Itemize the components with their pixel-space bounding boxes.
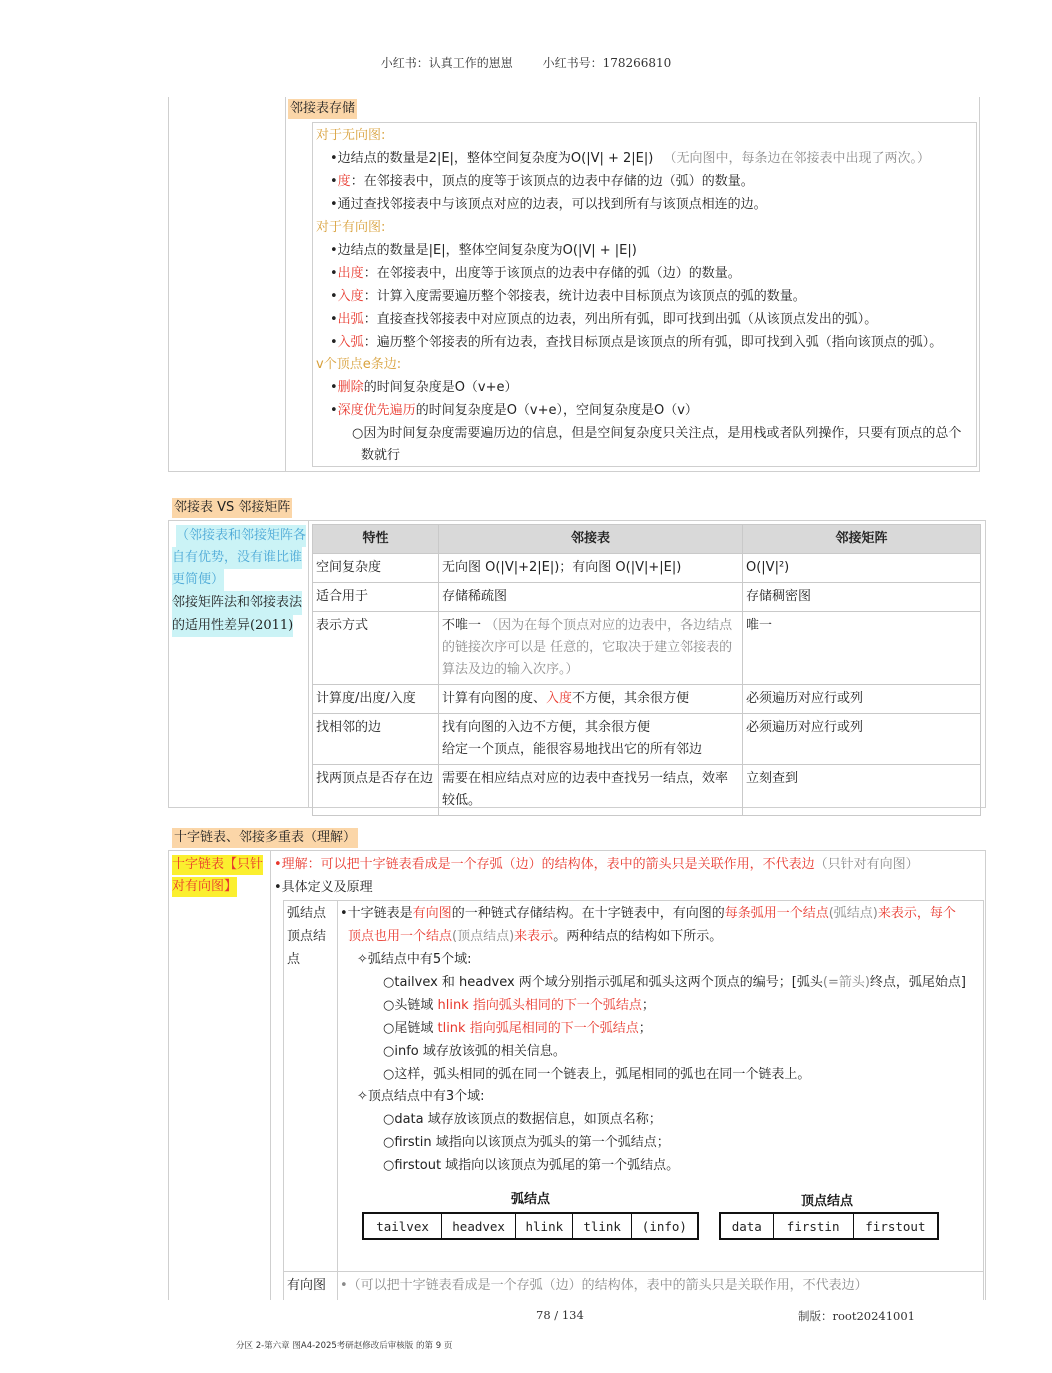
- table-cell-line: 给定一个顶点，能很容易地找出它的所有邻边: [442, 742, 703, 757]
- vertex-item-2: ○firstin 域指向以该顶点为弧头的第一个弧结点；: [383, 1135, 670, 1150]
- table-cell: 空间复杂度: [313, 554, 439, 583]
- table-header-cell: 邻接表: [439, 525, 743, 554]
- p1-note: (弧结点): [828, 906, 878, 921]
- section2-note-line1: （邻接表和邻接矩阵各: [176, 525, 306, 547]
- table-cell: 必须遍历对应行或列: [743, 685, 981, 714]
- table-cell-text: 不方便，其余很方便: [572, 691, 690, 706]
- arc-node-diagram: [362, 1212, 699, 1240]
- ve-item-2-text: 的时间复杂度是O（v+e），空间复杂度是O（v）: [415, 403, 698, 418]
- p2-text: 。两种结点的结构如下所示。: [553, 929, 723, 944]
- undirected-heading: 对于无向图:: [316, 128, 386, 143]
- vertex-field-firstout: firstout: [865, 1218, 926, 1234]
- table-cell: 适合用于: [313, 583, 439, 612]
- cross-list-label-c: 对有向图】: [172, 879, 238, 894]
- table-cell: 表示方式: [313, 612, 439, 685]
- directed-item-2-text: ：在邻接表中，出度等于该顶点的边表中存储的弧（边）的数量。: [363, 266, 741, 281]
- p1-keyword: 有向图: [412, 906, 452, 921]
- inner-label-line2: 顶点结: [287, 929, 327, 944]
- understanding-note: （只针对有向图）: [814, 857, 919, 872]
- cross-list-label-a: 十字链表: [172, 857, 225, 872]
- page-number: 78 / 134: [536, 1308, 584, 1322]
- cross-list-label-line2: [172, 877, 237, 897]
- undirected-item-1-text: •边结点的数量是2|E|，整体空间复杂度为O(|V| + 2|E|): [330, 151, 654, 166]
- arc-field-hlink: hlink: [516, 1214, 573, 1238]
- arc-item-3-keyword: tlink 指向弧尾相同的下一个弧结点: [437, 1021, 639, 1036]
- directed-item-5-text: ：遍历整个邻接表的所有边表，查找目标顶点是该顶点的所有弧，即可找到入弧（指向该顶点的弧）。: [363, 335, 943, 350]
- directed-item-3-text: ：计算入度需要遍历整个邻接表，统计边表中目标顶点为该顶点的弧的数量。: [363, 289, 806, 304]
- table-cell: [439, 612, 743, 685]
- table-row: [313, 685, 981, 714]
- dfs-keyword: 深度优先遍历: [337, 403, 416, 418]
- p1-keyword: 每条弧用一个结点: [724, 906, 829, 921]
- section2-note-line2: 自有优势，没有谁比谁: [172, 547, 302, 569]
- inner-label-line3: 点: [287, 952, 301, 967]
- arc-item-2-keyword: hlink 指向弧头相同的下一个弧结点: [437, 998, 642, 1013]
- arc-item-5: ○这样，弧头相同的弧在同一个链表上，弧尾相同的弧也在同一个链表上。: [383, 1067, 811, 1082]
- table-row: [313, 554, 981, 583]
- table-cell-note: （因为在每个顶点对应的边表中，各边结点的链接次序可以是 任意的，它取决于建立邻接表的算法及边的输入次序。）: [442, 618, 733, 677]
- table-cell: 存储稀疏图: [439, 583, 743, 612]
- p2-keyword: 顶点也用一个结点: [348, 929, 453, 944]
- section3-title: 十字链表、邻接多重表（理解）: [172, 828, 358, 848]
- arc-item-1-note: (=箭头): [822, 975, 870, 990]
- arc-field-headvex: headvex: [442, 1214, 516, 1238]
- arc-heading: ✧弧结点中有5个域:: [357, 952, 472, 967]
- arc-item-4: ○info 域存放该弧的相关信息。: [383, 1044, 566, 1059]
- section2-note-line3: 更简便）: [172, 569, 224, 591]
- table-cell: 需要在相应结点对应的边表中查找另一结点，效率较低。: [439, 765, 743, 816]
- section3-left-divider: [270, 850, 271, 1300]
- directed-item-1: •边结点的数量是|E|，整体空间复杂度为O(|V| + |E|): [330, 243, 637, 258]
- undirected-item-2-text: ：在邻接表中，顶点的度等于该顶点的边表中存储的边（弧）的数量。: [350, 174, 754, 189]
- ve-item-3-line1: ○因为时间复杂度需要遍历边的信息，但是空间复杂度只关注点，是用栈或者队列操作，只要有顶点的总个: [352, 426, 962, 441]
- indegree-keyword: 入度: [337, 289, 364, 304]
- cross-list-label-line1: [172, 855, 263, 875]
- inner-label-line1: 弧结点: [287, 906, 327, 921]
- directed-item-5: •入弧：遍历整个邻接表的所有边表，查找目标顶点是该顶点的所有弧，即可找到入弧（指向该顶点的弧）。: [330, 335, 943, 350]
- understanding-line: [274, 855, 919, 875]
- table-cell: 唯一: [743, 612, 981, 685]
- header-right: 小红书号：178266810: [542, 56, 672, 70]
- table-cell: 无向图 O(|V|+2|E|)；有向图 O(|V|+|E|): [439, 554, 743, 583]
- vertex-item-1: ○data 域存放该顶点的数据信息，如顶点名称；: [383, 1112, 662, 1127]
- table-header-row: [313, 525, 981, 554]
- cross-list-label-b: 【只针: [224, 857, 264, 872]
- version-label: 制版：root20241001: [798, 1309, 915, 1323]
- ve-item-1: •删除的时间复杂度是O（v+e）: [330, 380, 518, 395]
- file-label: 分区 2-第六章 图A4-2025考研赵修改后审核版 的第 9 页: [236, 1341, 453, 1351]
- ve-item-2: •深度优先遍历的时间复杂度是O（v+e），空间复杂度是O（v）: [330, 403, 698, 418]
- undirected-item-1: [330, 149, 930, 169]
- p1-line: [340, 904, 956, 924]
- header-left: 小红书：认真工作的崽崽: [380, 56, 513, 70]
- table-cell: 找相邻的边: [313, 714, 439, 765]
- arc-field-info: (info): [641, 1218, 687, 1234]
- directed-item-3: •入度：计算入度需要遍历整个邻接表，统计边表中目标顶点为该顶点的弧的数量。: [330, 289, 806, 304]
- section2-title: 邻接表 VS 邻接矩阵: [172, 498, 292, 518]
- outdegree-keyword: 出度: [337, 266, 364, 281]
- understanding-text: •理解：可以把十字链表看成是一个存弧（边）的结构体，表中的箭头只是关联作用，不代表边: [274, 857, 815, 872]
- vertex-field-firstin: firstin: [774, 1214, 854, 1238]
- table-cell: 计算度/出度/入度: [313, 685, 439, 714]
- table-cell-line: 找有向图的入边不方便，其余很方便: [442, 720, 651, 735]
- arc-item-3-text: ○尾链域: [383, 1021, 438, 1036]
- table-header-cell: 邻接矩阵: [743, 525, 981, 554]
- arc-item-1: [383, 973, 966, 993]
- arc-item-2-text: ；: [641, 998, 655, 1013]
- section2-cyan-line2: [172, 615, 293, 637]
- bottom-label: 有向图: [287, 1278, 327, 1293]
- table-cell: 立刻查到: [743, 765, 981, 816]
- table-row: [313, 714, 981, 765]
- arc-field-tlink: tlink: [573, 1214, 631, 1238]
- table-cell-main: 不唯一: [442, 618, 482, 633]
- table-row: [313, 765, 981, 816]
- table-cell-keyword: 入度: [546, 691, 573, 706]
- arc-item-2-text: ○头链域: [383, 998, 438, 1013]
- section1-title: 邻接表存储: [288, 99, 357, 119]
- arc-node-diagram-label: 弧结点: [511, 1192, 551, 1207]
- comparison-table: [312, 524, 981, 816]
- table-row: [313, 612, 981, 685]
- ve-item-1-text: 的时间复杂度是O（v+e）: [363, 380, 518, 395]
- directed-item-4: •出弧：直接查找邻接表中对应顶点的边表，列出所有弧，即可找到出弧（从该顶点发出的弧）。: [330, 312, 878, 327]
- p2-keyword: 来表示: [514, 929, 554, 944]
- section2-note: [172, 525, 308, 637]
- p1-text: •十字链表是: [340, 906, 413, 921]
- ve-heading: v个顶点e条边:: [316, 357, 402, 372]
- directed-heading: 对于有向图:: [316, 220, 386, 235]
- section2-left-divider: [308, 520, 309, 808]
- table-cell: 找两顶点是否存在边: [313, 765, 439, 816]
- p2-note: (顶点结点): [452, 929, 515, 944]
- table-header-cell: 特性: [313, 525, 439, 554]
- table-row: [313, 583, 981, 612]
- vertex-field-data: data: [721, 1214, 774, 1238]
- bottom-text: •（可以把十字链表看成是一个存弧（边）的结构体，表中的箭头只是关联作用，不代表边）: [340, 1278, 868, 1293]
- undirected-item-1-note: （无向图中，每条边在邻接表中出现了两次。）: [663, 151, 930, 166]
- arc-item-3-text: ；: [638, 1021, 652, 1036]
- table-cell: 存储稠密图: [743, 583, 981, 612]
- delete-keyword: 删除: [337, 380, 364, 395]
- page-header: [0, 54, 1052, 71]
- section2-cyan-line2-text: 的适用性差异: [172, 618, 251, 633]
- directed-item-2: •出度：在邻接表中，出度等于该顶点的边表中存储的弧（边）的数量。: [330, 266, 741, 281]
- vertex-node-diagram: [719, 1212, 939, 1240]
- section2-cyan-line1: 邻接矩阵法和邻接表法: [172, 591, 302, 615]
- table-cell: O(|V|²): [743, 554, 981, 583]
- arc-field-tailvex: tailvex: [364, 1214, 442, 1238]
- p1-keyword: 来表示，每个: [877, 906, 956, 921]
- p2-line: [348, 927, 722, 947]
- vertex-item-3: ○firstout 域指向以该顶点为弧尾的第一个弧结点。: [383, 1158, 680, 1173]
- table-cell: 必须遍历对应行或列: [743, 714, 981, 765]
- vertex-heading: ✧顶点结点中有3个域:: [357, 1089, 485, 1104]
- section1-left-divider: [285, 97, 286, 472]
- table-cell: [439, 685, 743, 714]
- section3-inner-hline: [283, 1271, 984, 1272]
- undirected-item-2: •度：在邻接表中，顶点的度等于该顶点的边表中存储的边（弧）的数量。: [330, 174, 754, 189]
- arc-item-3: [383, 1019, 652, 1039]
- directed-item-4-text: ：直接查找邻接表中对应顶点的边表，列出所有弧，即可找到出弧（从该顶点发出的弧）。: [363, 312, 878, 327]
- definition-line: •具体定义及原理: [274, 880, 373, 895]
- outarc-keyword: 出弧: [337, 312, 364, 327]
- ve-item-3-line2: 数就行: [361, 448, 401, 463]
- arc-item-2: [383, 996, 655, 1016]
- vertex-node-diagram-label: 顶点结点: [801, 1194, 854, 1209]
- undirected-item-3: •通过查找邻接表中与该顶点对应的边表，可以找到所有与该顶点相连的边。: [330, 197, 767, 212]
- arc-item-1-text: ○tailvex 和 headvex 两个域分别指示弧尾和弧头这两个顶点的编号；[弧头: [383, 975, 823, 990]
- section3-inner-divider: [337, 900, 338, 1300]
- table-cell-text: 计算有向图的度、: [442, 691, 547, 706]
- inarc-keyword: 入弧: [337, 335, 364, 350]
- section2-cyan-year: (2011): [250, 618, 294, 633]
- arc-item-1-text: 终点，弧尾始点]: [869, 975, 966, 990]
- degree-keyword: 度: [337, 174, 351, 189]
- table-cell: [439, 714, 743, 765]
- p1-text: 的一种链式存储结构。在十字链表中，有向图的: [451, 906, 725, 921]
